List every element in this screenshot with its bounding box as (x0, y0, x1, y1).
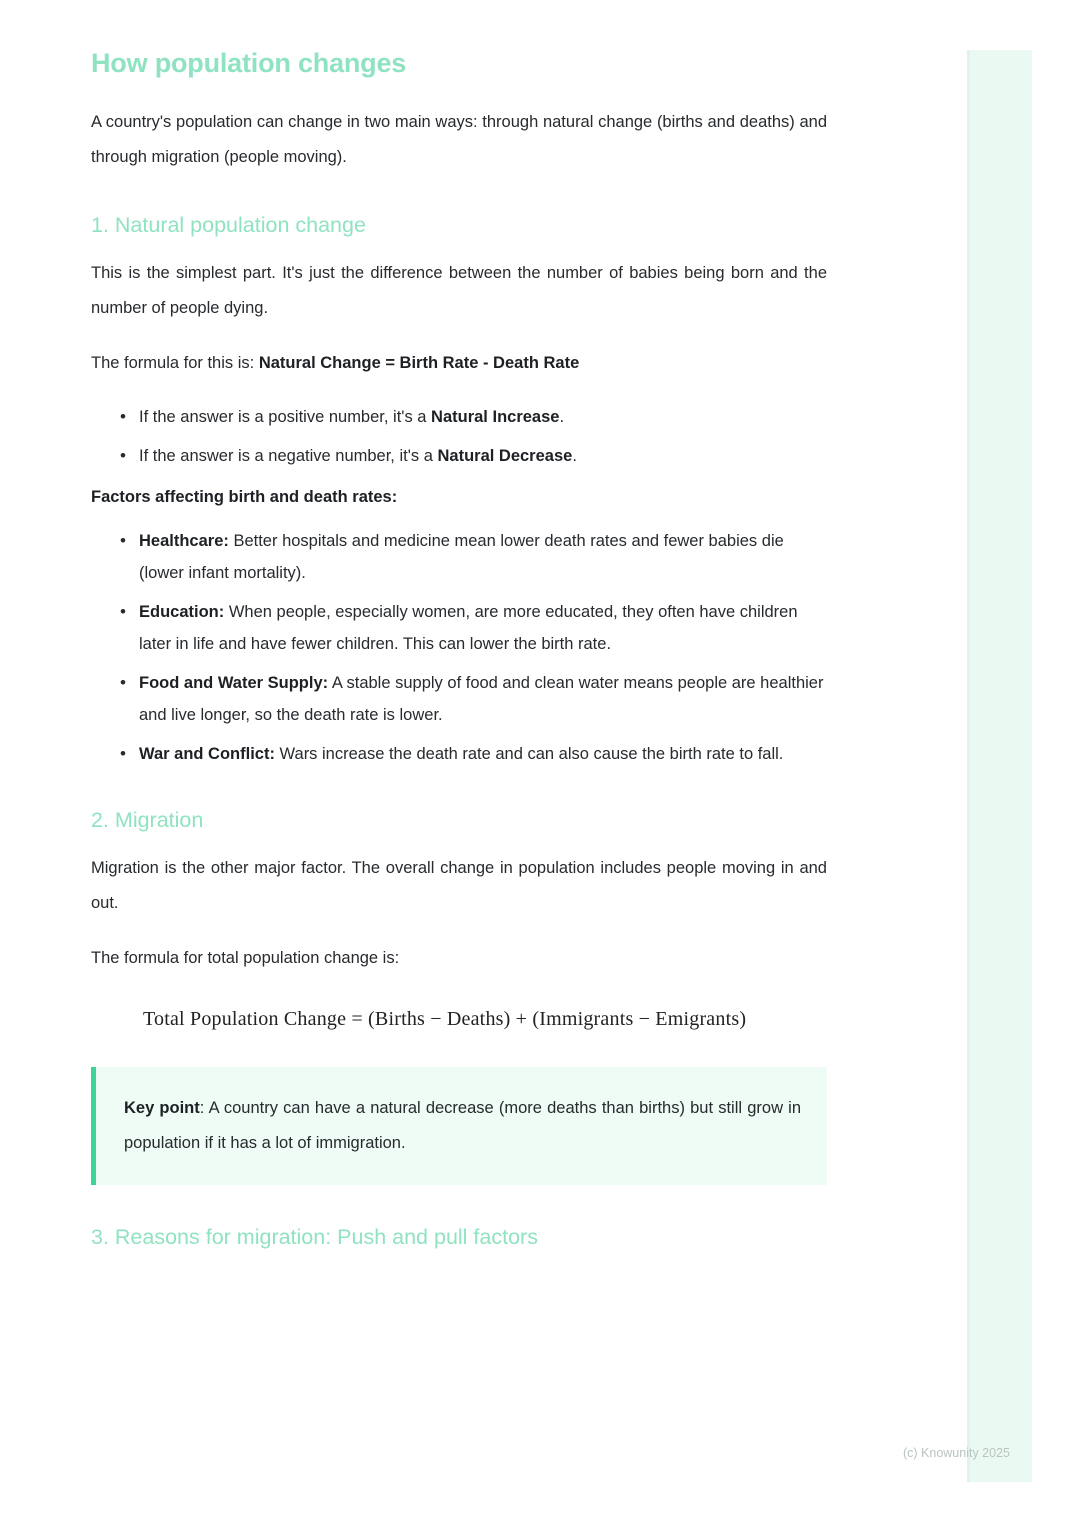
bullet-text-pre: If the answer is a negative number, it's a (139, 447, 438, 465)
key-point-label: Key point (124, 1099, 200, 1117)
section-heading-push-pull-factors: 3. Reasons for migration: Push and pull factors (91, 1225, 538, 1249)
list-item (124, 667, 827, 731)
total-population-change-formula: Total Population Change = (Births − Deaths) + (Immigrants − Emigrants) (143, 1008, 747, 1030)
list-item (124, 738, 827, 770)
formula-expression: Natural Change = Birth Rate - Death Rate (258, 354, 580, 372)
bullet-text-bold: Natural Decrease (437, 447, 573, 465)
formula-lead-text: The formula for this is: (91, 354, 259, 372)
factors-list (91, 525, 827, 770)
natural-change-formula-line (91, 346, 827, 381)
list-item (124, 401, 827, 433)
natural-change-outcome-list (91, 401, 827, 472)
document-content (91, 48, 827, 1268)
key-point-text (124, 1091, 801, 1161)
list-item (124, 525, 827, 589)
bullet-text-post: . (572, 447, 577, 465)
list-item (124, 440, 827, 472)
bullet-text-post: . (559, 408, 565, 426)
bullet-text-pre: If the answer is a positive number, it's a (139, 408, 432, 426)
migration-paragraph: Migration is the other major factor. The overall change in population includes people moving in and out. (91, 859, 827, 912)
list-item (124, 596, 827, 660)
footer-credit: (c) Knowunity 2025 (902, 1446, 1010, 1460)
factor-text: Better hospitals and medicine mean lower death rates and fewer babies die (lower infant mortality). (139, 532, 784, 582)
section-heading-migration: 2. Migration (91, 808, 204, 832)
factor-label: Healthcare: (139, 532, 229, 550)
right-decorative-band (970, 50, 1032, 1482)
page-title: How population changes (91, 48, 407, 78)
key-point-body: : A country can have a natural decrease (more deaths than births) but still grow in population if it has a lot of immigration. (124, 1099, 801, 1152)
bullet-text-bold: Natural Increase (431, 408, 560, 426)
factor-text: A stable supply of food and clean water means people are healthier and live longer, so the death rate is lower. (139, 674, 824, 724)
intro-paragraph: A country's population can change in two main ways: through natural change (births and deaths) and through migration (people moving). (91, 113, 827, 166)
factor-text: Wars increase the death rate and can also cause the birth rate to fall. (274, 745, 784, 763)
section-heading-natural-population-change: 1. Natural population change (91, 213, 366, 237)
natural-change-paragraph: This is the simplest part. It's just the difference between the number of babies being born and the number of people dying. (91, 264, 827, 317)
factor-label: Education: (139, 603, 225, 621)
factor-text: When people, especially women, are more educated, they often have children later in life and have fewer children. This can lower the birth rate. (139, 603, 798, 653)
key-point-callout (91, 1067, 827, 1185)
factor-label: War and Conflict: (139, 745, 275, 763)
migration-formula-lead: The formula for total population change is: (91, 949, 400, 967)
factors-subheading: Factors affecting birth and death rates: (91, 488, 398, 506)
factor-label: Food and Water Supply: (139, 674, 329, 692)
